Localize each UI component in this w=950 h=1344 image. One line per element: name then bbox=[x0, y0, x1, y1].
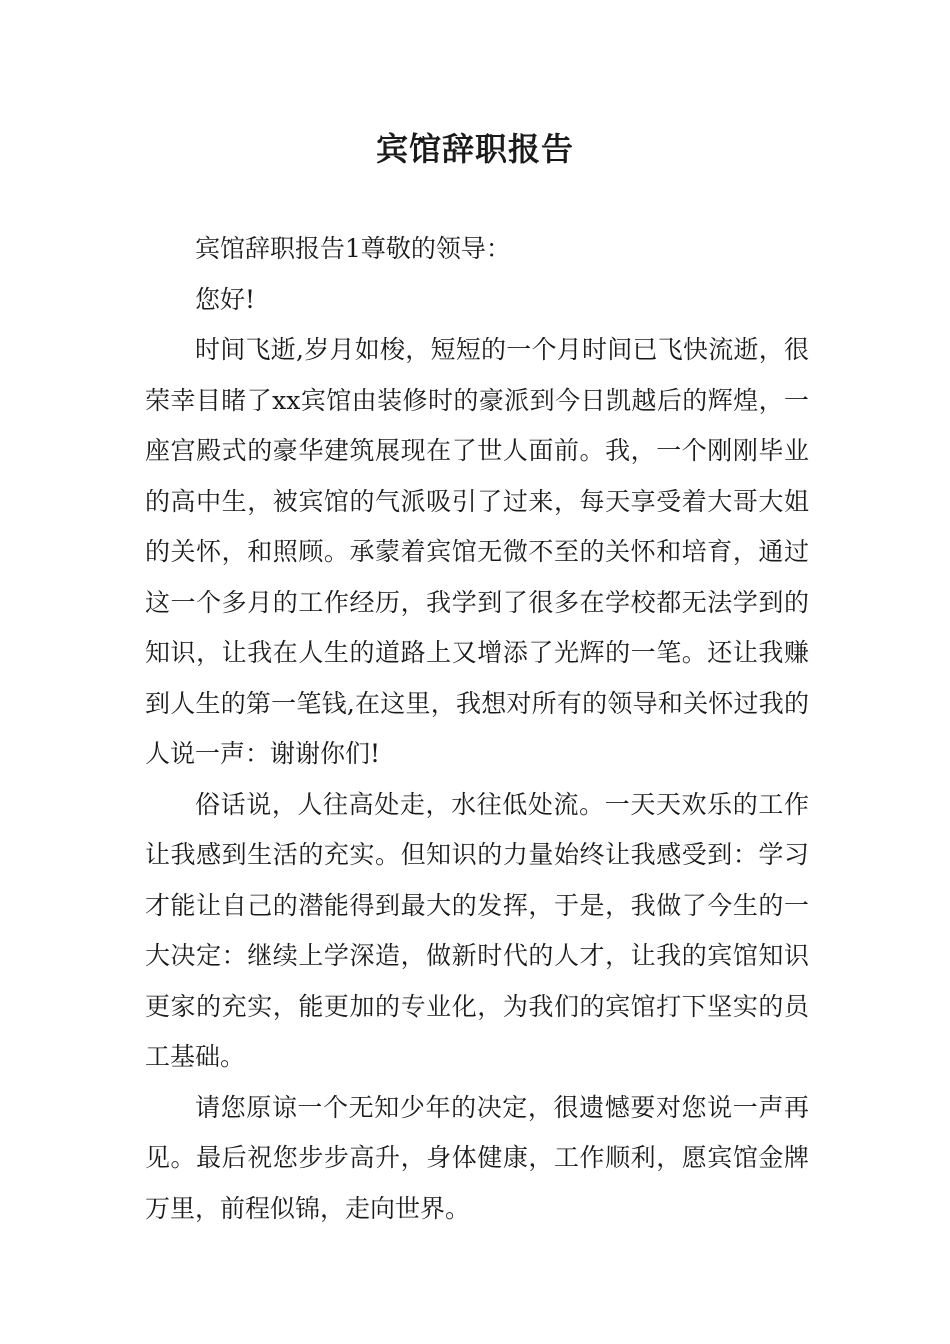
paragraph-gratitude: 时间飞逝,岁月如梭，短短的一个月时间已飞快流逝，很荣幸目睹了xx宾馆由装修时的豪派到今日凯越后的辉煌，一座宫殿式的豪华建筑展现在了世人面前。我，一个刚刚毕业的高中生，被宾馆的气派吸引了过来，每天享受着大哥大姐的关怀，和照顾。承蒙着宾馆无微不至的关怀和培育，通过这一个多月的工作经历，我学到了很多在学校都无法学到的知识，让我在人生的道路上又增添了光辉的一笔。还让我赚到人生的第一笔钱,在这里，我想对所有的领导和关怀过我的人说一声：谢谢你们! bbox=[145, 335, 809, 768]
paragraph-greeting-heading: 宾馆辞职报告1尊敬的领导： bbox=[195, 234, 511, 263]
paragraph-farewell: 请您原谅一个无知少年的决定，很遗憾要对您说一声再见。最后祝您步步高升，身体健康，工作顺利，愿宾馆金牌万里，前程似锦，走向世界。 bbox=[145, 1092, 809, 1223]
paragraph-decision: 俗话说，人往高处走，水往低处流。一天天欢乐的工作让我感到生活的充实。但知识的力量始终让我感受到：学习才能让自己的潜能得到最大的发挥，于是，我做了今生的一大决定：继续上学深造，做新时代的人才，让我的宾馆知识更家的充实，能更加的专业化，为我们的宾馆打下坚实的员工基础。 bbox=[145, 789, 809, 1071]
document-title: 宾馆辞职报告 bbox=[375, 130, 574, 168]
document-body bbox=[145, 224, 809, 1234]
paragraph-salutation: 您好! bbox=[195, 284, 256, 314]
